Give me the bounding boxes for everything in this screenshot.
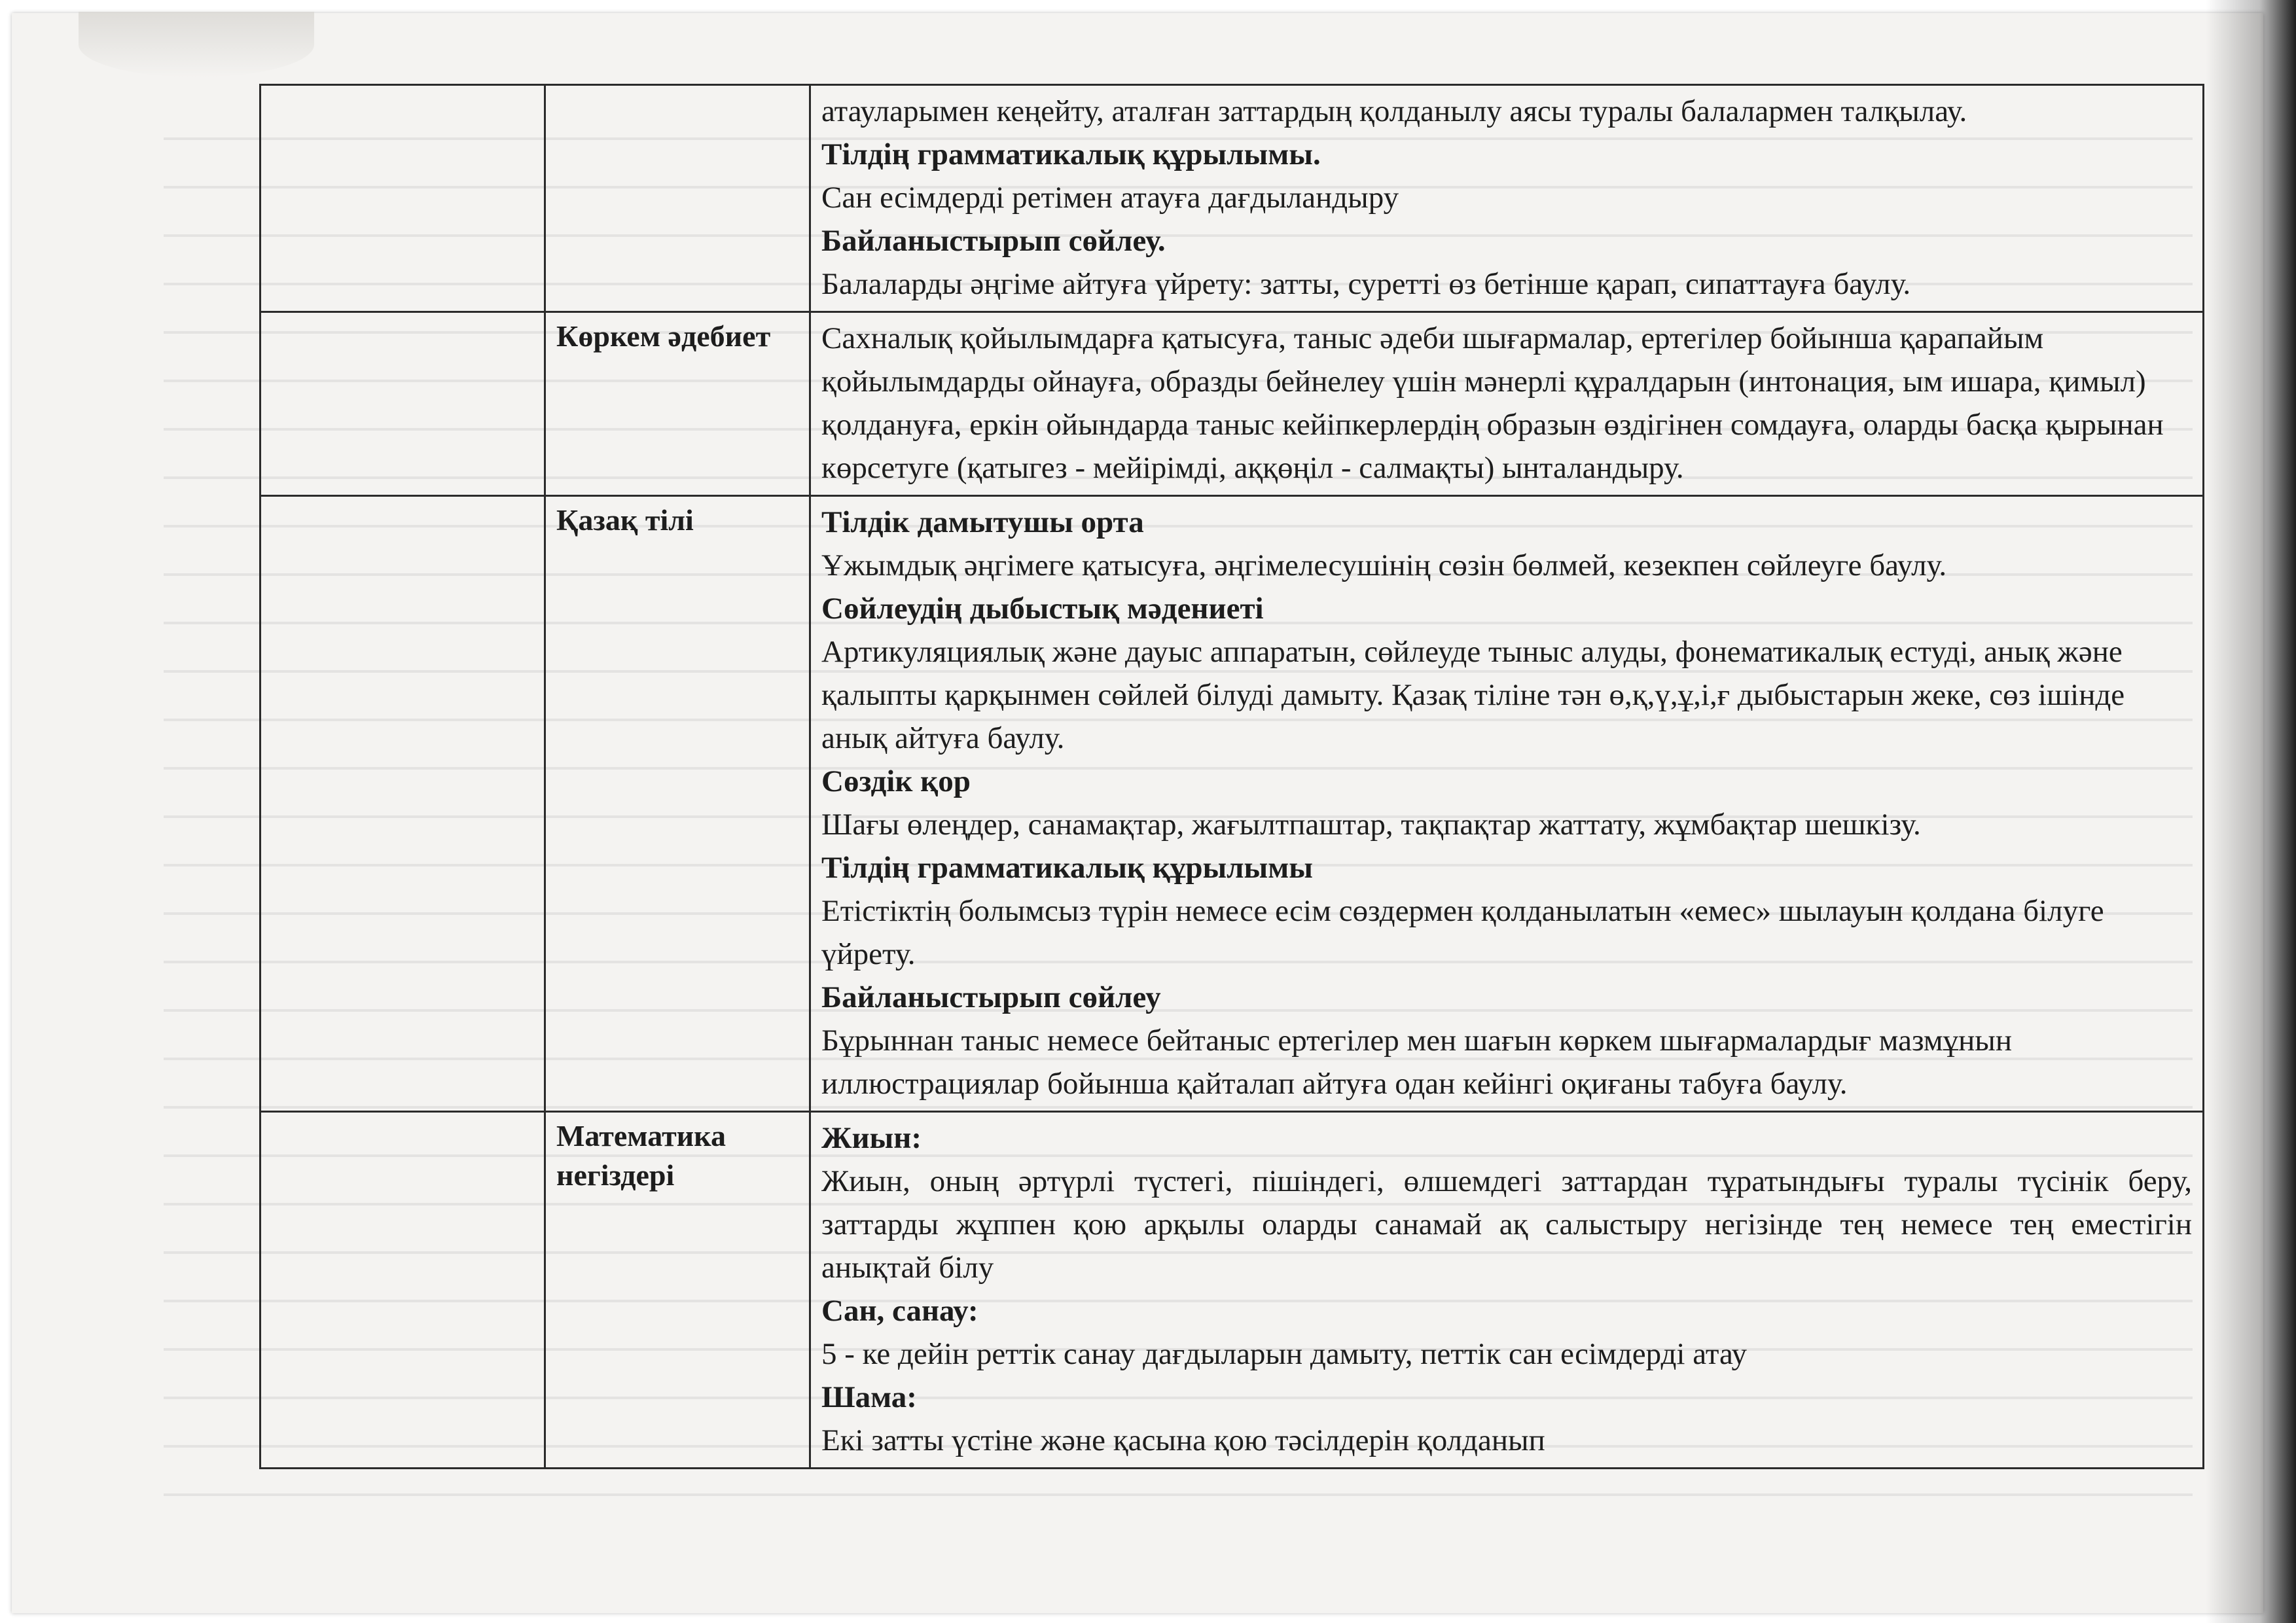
content-line: Жиын, оның әртүрлі түстегі, пішіндегі, өлшемдегі заттардан тұратындығы туралы түсінік беру, заттарды жұппен қою арқылы оларды санамай ақ салыстыру негізінде тең немесе тең еместігін анықтай білу (821, 1164, 2192, 1285)
content-heading: Тілдің грамматикалық құрылымы. (821, 137, 1321, 171)
content-line: Сахналық қойылымдарға қатысуға, таныс әдеби шығармалар, ертегілер бойынша қарапайым қойылымдарды ойнауға, образды бейнелеу үшін мәнерлі құралдарын (интонация, ым ишара, қимыл) қолдануға, еркін ойындарда таныс кейіпкерлердің образын өздігінен сомдауға, оларды басқа қырынан көрсетуге (қатыгез - мейірімді, аққөңіл - салмақты) ынталандыру. (821, 321, 2164, 485)
content-line: атауларымен кеңейту, аталған заттардың қолданылу аясы туралы балалармен талқылау. (821, 94, 1967, 128)
content-line: Артикуляциялық және дауыс аппаратын, сөйлеуде тыныс алуды, фонематикалық естуді, анық және қалыпты қарқынмен сөйлей білуді дамыту. Қазақ тіліне тән ө,қ,ү,ұ,і,ғ дыбыстарын жеке, сөз ішінде анық айтуға баулу. (821, 635, 2125, 755)
empty-cell (260, 1112, 545, 1469)
content-line: Бұрыннан таныс немесе бейтаныс ертегілер мен шағын көркем шығармалардығ мазмұнын иллюстрациялар бойынша қайталап айтуға одан кейінгі оқиғаны табуға баулу. (821, 1024, 2013, 1101)
empty-cell (260, 85, 545, 312)
content-cell (810, 312, 2204, 496)
content-heading: Байланыстырып сөйлеу. (821, 224, 1166, 258)
empty-cell (260, 312, 545, 496)
content-heading: Сөздік қор (821, 764, 971, 798)
content-heading: Тілдік дамытушы орта (821, 505, 1144, 539)
subject-cell: Қазақ тілі (545, 496, 810, 1112)
content-line: Екі затты үстіне және қасына қою тәсілдерін қолданып (821, 1423, 1545, 1457)
content-heading: Жиын: (821, 1121, 922, 1155)
content-line: Шағы өлеңдер, санамақтар, жағылтпаштар, тақпақтар жаттату, жұмбақтар шешкізу. (821, 808, 1921, 842)
curriculum-table (259, 84, 2204, 1469)
content-heading: Сөйлеудің дыбыстық мәдениеті (821, 592, 1264, 626)
content-heading: Сан, санау: (821, 1294, 978, 1328)
content-cell (810, 1112, 2204, 1469)
subject-cell: Көркем әдебиет (545, 312, 810, 496)
table-row (260, 312, 2204, 496)
content-heading: Байланыстырып сөйлеу (821, 980, 1161, 1014)
table-row (260, 496, 2204, 1112)
page-curl-shadow (79, 12, 314, 77)
content-heading: Шама: (821, 1380, 917, 1414)
content-line: Балаларды әңгіме айтуға үйрету: затты, суретті өз бетінше қарап, сипаттауға баулу. (821, 267, 1911, 301)
empty-cell (260, 496, 545, 1112)
content-cell (810, 496, 2204, 1112)
subject-cell: Математика негіздері (545, 1112, 810, 1469)
content-line: Сан есімдерді ретімен атауға дағдыландыру (821, 181, 1399, 215)
content-line: 5 - ке дейін реттік санау дағдыларын дамыту, петтік сан есімдерді атау (821, 1337, 1747, 1371)
table-row (260, 85, 2204, 312)
content-cell (810, 85, 2204, 312)
binding-shadow (2206, 0, 2296, 1623)
table-row (260, 1112, 2204, 1469)
content-line: Етістіктің болымсыз түрін немесе есім сөздермен қолданылатын «емес» шылауын қолдана білуге үйрету. (821, 894, 2104, 971)
content-line: Ұжымдық әңгімеге қатысуға, әңгімелесушінің сөзін бөлмей, кезекпен сөйлеуге баулу. (821, 548, 1947, 582)
subject-cell (545, 85, 810, 312)
content-heading: Тілдің грамматикалық құрылымы (821, 851, 1313, 885)
